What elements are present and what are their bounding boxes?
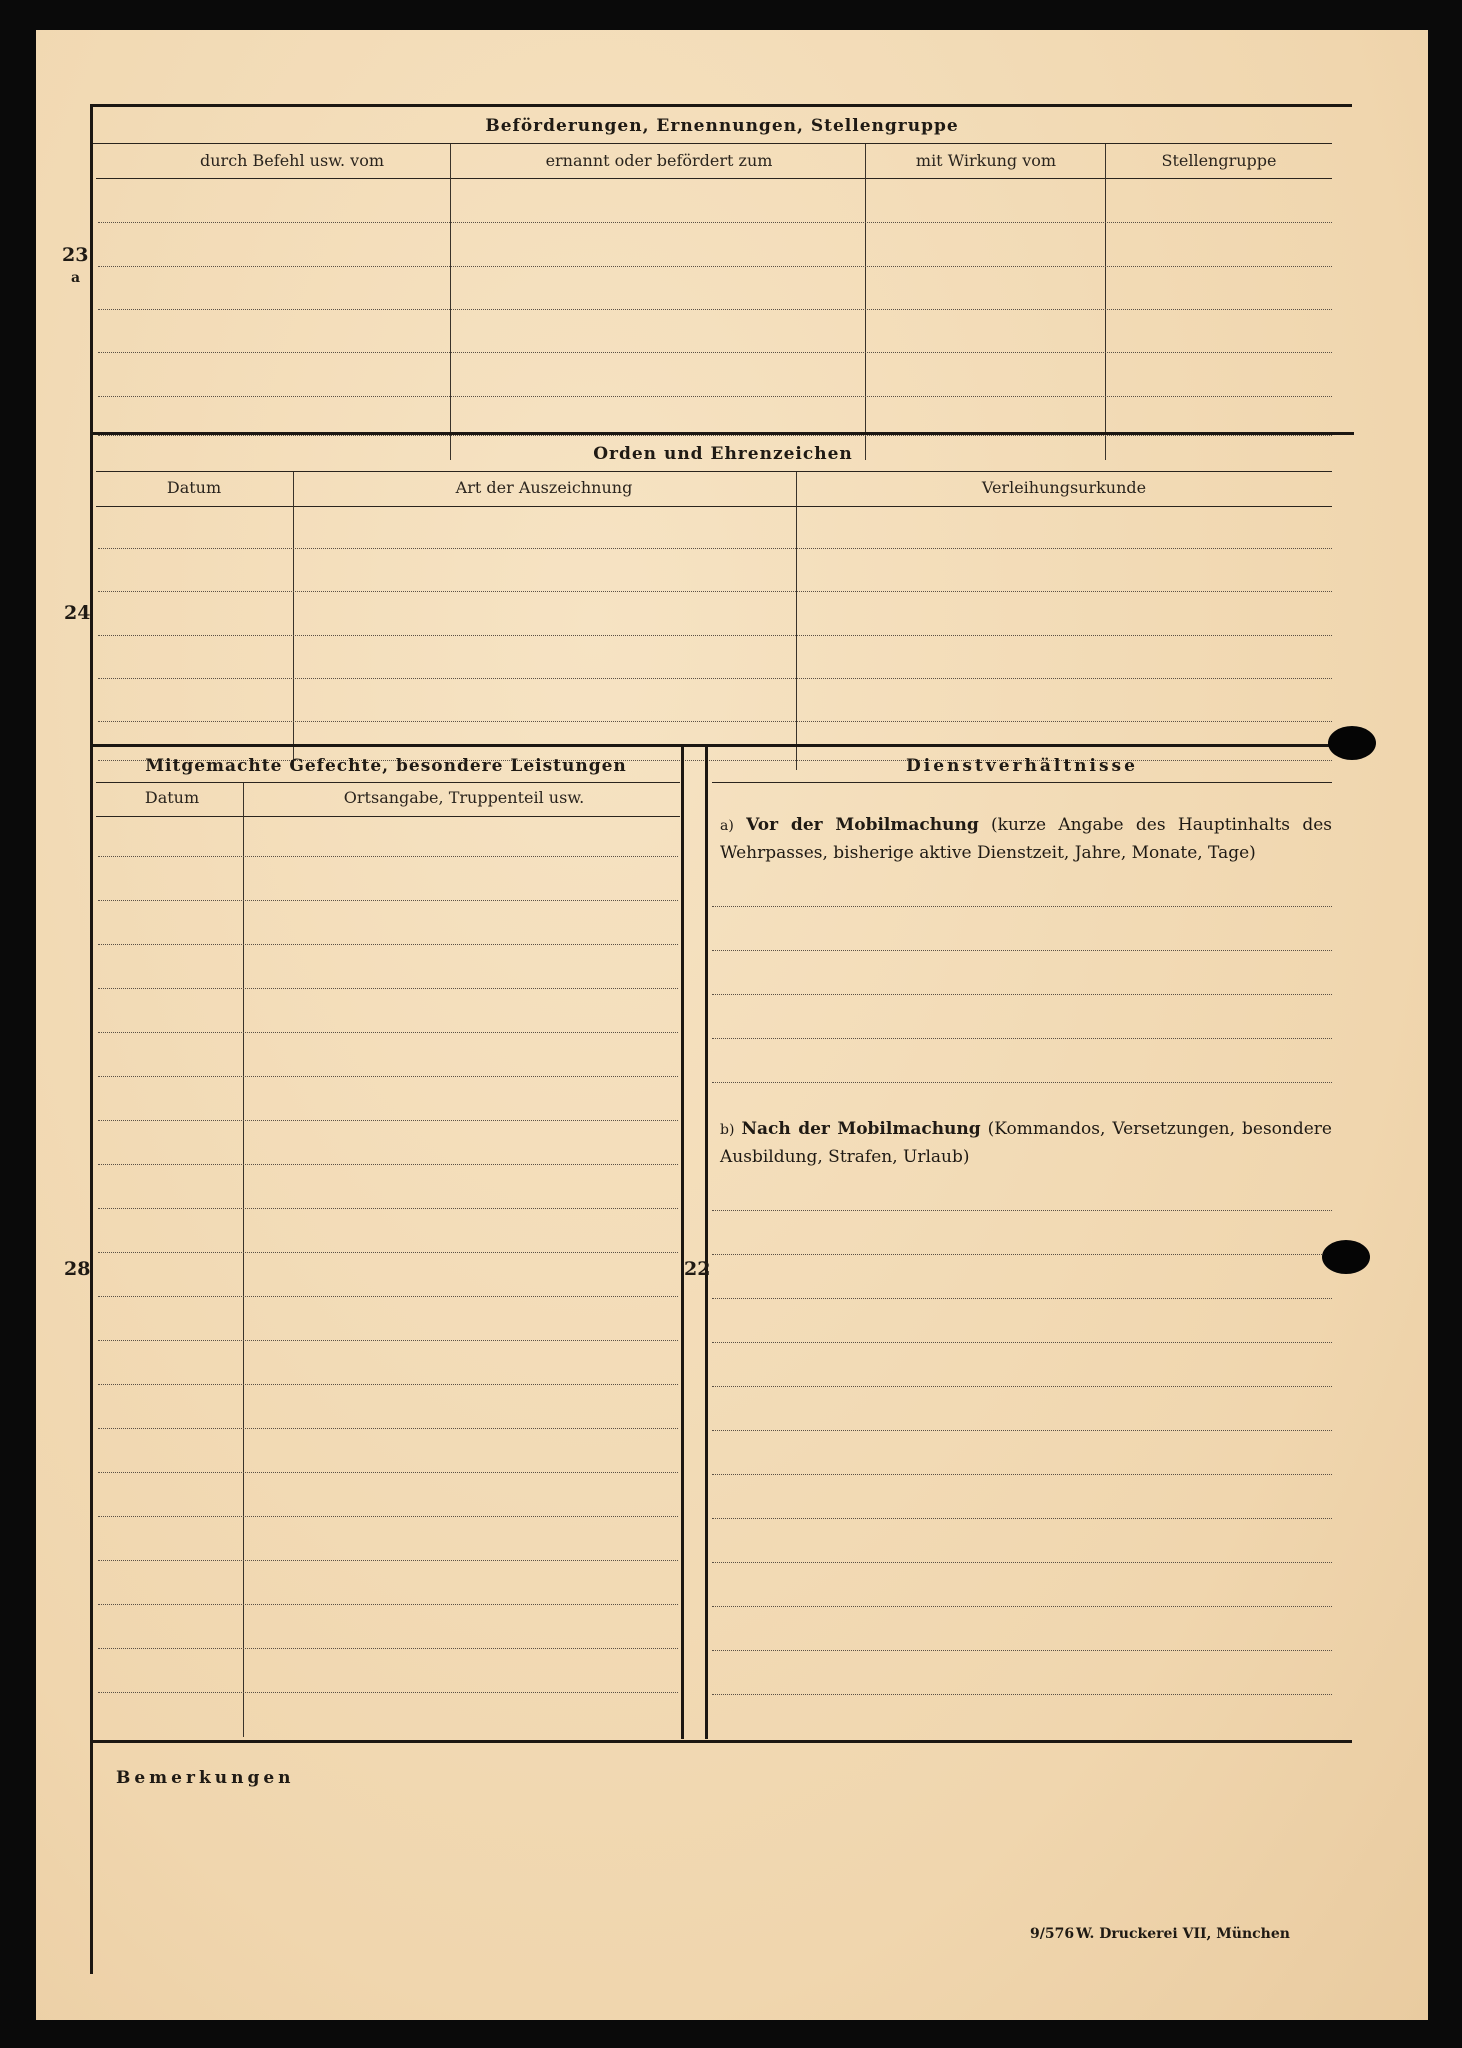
section-23-sub: a <box>71 270 81 286</box>
section-23-header-rule <box>92 143 1332 144</box>
entry-line <box>98 222 1332 223</box>
section-23-col-2: ernannt oder befördert zum <box>545 151 773 170</box>
entry-line <box>712 1254 1332 1255</box>
entry-line <box>98 1560 678 1561</box>
section-23-col-rule <box>96 178 1332 179</box>
section-28-header-rule <box>96 782 680 783</box>
entry-line <box>98 1076 678 1077</box>
section-24-title: Orden und Ehrenzeichen <box>593 444 853 464</box>
section-23-top-rule <box>92 104 1352 107</box>
a-rest: (kurze Angabe des Hauptinhalts des Wehrpasses, bisherige aktive Dienstzeit, Jahre, Monate, Tage) <box>720 815 1333 863</box>
section-24-col-3: Verleihungsurkunde <box>981 478 1147 497</box>
entry-line <box>712 1082 1332 1083</box>
entry-line <box>98 309 1332 310</box>
section-24-number: 24 <box>64 602 91 624</box>
section-24-header-rule <box>96 471 1332 472</box>
form-page <box>36 30 1428 2020</box>
section-23-col-1: durch Befehl usw. vom <box>200 151 384 170</box>
entry-line <box>98 1164 678 1165</box>
entry-line <box>712 950 1332 951</box>
section-28-col-1: Datum <box>144 788 200 807</box>
entry-line <box>98 1384 678 1385</box>
entry-line <box>712 1386 1332 1387</box>
entry-line <box>98 1340 678 1341</box>
entry-line <box>712 906 1332 907</box>
a-bold: Vor der Mobilmachung <box>746 815 979 835</box>
section-24-col-2: Art der Auszeichnung <box>455 478 633 497</box>
left-margin-rule <box>90 104 93 1974</box>
entry-line <box>712 1038 1332 1039</box>
entry-line <box>98 1208 678 1209</box>
entry-line <box>98 1648 678 1649</box>
entry-line <box>712 1474 1332 1475</box>
section-24-col-1: Datum <box>166 478 222 497</box>
column-divider-left <box>681 746 684 1739</box>
section-28-number: 28 <box>64 1258 91 1280</box>
entry-line <box>98 856 678 857</box>
entry-line <box>712 1298 1332 1299</box>
section-23-col-3: mit Wirkung vom <box>915 151 1057 170</box>
entry-line <box>98 1428 678 1429</box>
entry-line <box>98 435 1332 436</box>
entry-line <box>98 266 1332 267</box>
form-number: 9/576 <box>1030 1926 1075 1942</box>
entry-line <box>98 1252 678 1253</box>
entry-line <box>712 994 1332 995</box>
punch-hole <box>1328 726 1376 760</box>
entry-line <box>712 1210 1332 1211</box>
section-23-divider-1 <box>450 144 451 460</box>
entry-line <box>98 1296 678 1297</box>
section-28-col-2: Ortsangabe, Truppenteil usw. <box>343 788 585 807</box>
entry-line <box>98 591 1332 592</box>
section-28-divider <box>243 783 244 1737</box>
a-marker: a) <box>720 818 734 834</box>
printer-imprint: W. Druckerei VII, München <box>1076 1926 1290 1942</box>
remarks-top-rule <box>92 1740 1352 1743</box>
section-23-number: 23 <box>62 244 89 266</box>
entry-line <box>712 1518 1332 1519</box>
section-23-col-4: Stellengruppe <box>1161 151 1277 170</box>
section-28-top-rule <box>92 744 1354 747</box>
entry-line <box>98 1120 678 1121</box>
entry-line <box>712 1430 1332 1431</box>
b-bold: Nach der Mobilmachung <box>741 1119 981 1139</box>
entry-line <box>712 1606 1332 1607</box>
entry-line <box>98 352 1332 353</box>
remarks-title: Bemerkungen <box>116 1768 295 1788</box>
section-24-divider-2 <box>796 472 797 770</box>
b-rest: (Kommandos, Versetzungen, besondere Ausbildung, Strafen, Urlaub) <box>720 1119 1332 1167</box>
entry-line <box>98 1516 678 1517</box>
section-23-divider-3 <box>1105 144 1106 460</box>
entry-line <box>98 900 678 901</box>
entry-line <box>98 944 678 945</box>
entry-line <box>98 1692 678 1693</box>
entry-line <box>712 1694 1332 1695</box>
entry-line <box>98 721 1332 722</box>
punch-hole <box>1322 1240 1370 1274</box>
entry-line <box>98 548 1332 549</box>
entry-line <box>712 1562 1332 1563</box>
section-28-col-rule <box>96 816 680 817</box>
entry-line <box>712 1650 1332 1651</box>
entry-line <box>712 1342 1332 1343</box>
section-28-title: Mitgemachte Gefechte, besondere Leistungen <box>145 756 627 776</box>
entry-line <box>98 1604 678 1605</box>
section-24-divider-1 <box>293 472 294 770</box>
entry-line <box>98 1032 678 1033</box>
section-23-divider-2 <box>865 144 866 460</box>
entry-line <box>98 678 1332 679</box>
section-22-title: Dienstverhältnisse <box>906 756 1138 776</box>
b-marker: b) <box>720 1122 735 1138</box>
section-22-b-text <box>720 1116 1332 1171</box>
section-22-number: 22 <box>684 1258 711 1280</box>
section-23-title: Beförderungen, Ernennungen, Stellengruppe <box>485 116 959 136</box>
section-24-top-rule <box>92 432 1354 435</box>
entry-line <box>98 1472 678 1473</box>
column-divider-right <box>705 746 708 1739</box>
entry-line <box>98 396 1332 397</box>
section-24-col-rule <box>96 506 1332 507</box>
entry-line <box>98 635 1332 636</box>
entry-line <box>98 988 678 989</box>
section-22-a-text <box>720 812 1332 867</box>
section-22-header-rule <box>712 782 1332 783</box>
